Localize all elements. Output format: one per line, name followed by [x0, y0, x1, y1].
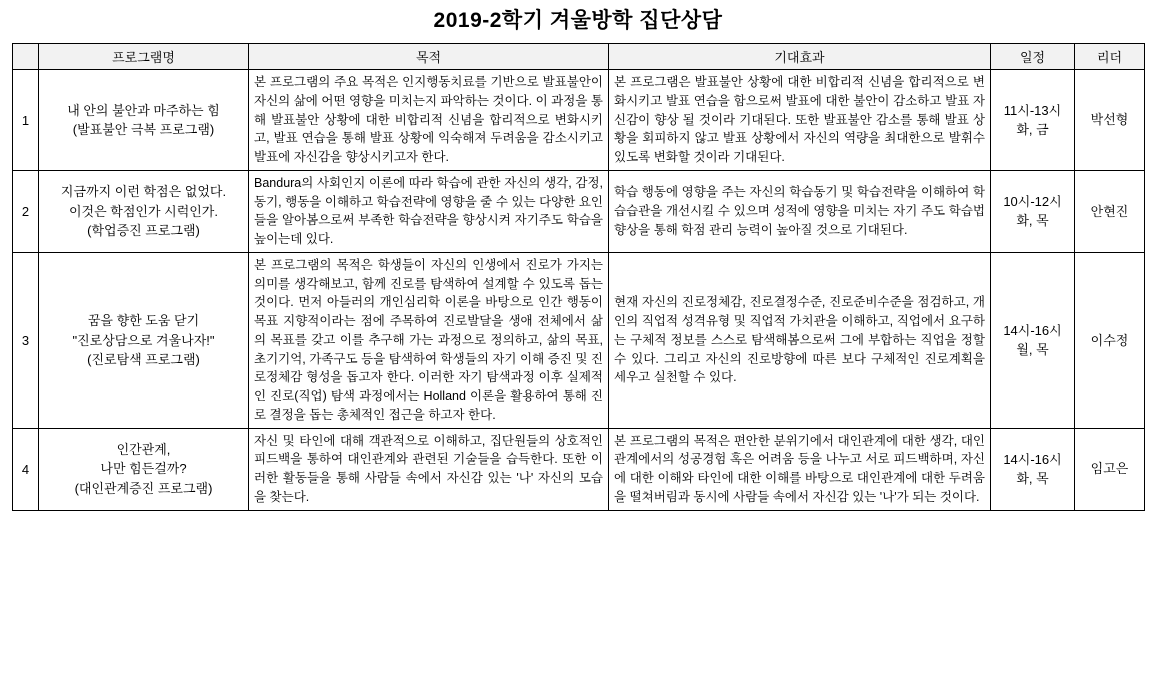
program-name-line: (대인관계증진 프로그램)	[74, 480, 213, 496]
program-leader: 박선형	[1075, 70, 1145, 171]
program-table	[12, 43, 1145, 511]
schedule-line: 14시-16시	[1003, 322, 1062, 338]
row-number: 2	[13, 170, 39, 252]
program-effect: 학습 행동에 영향을 주는 자신의 학습동기 및 학습전략을 이해하여 학습습관을 개선시킬 수 있으며 성적에 영향을 미치는 자기 주도 학습법 향상을 통해 학점 관리 능력이 높아질 것으로 기대된다.	[609, 170, 991, 252]
program-name-line: "진로상담으로 겨울나자!"	[72, 332, 215, 348]
page-title: 2019-2학기 겨울방학 집단상담	[433, 9, 723, 32]
table-header-row	[13, 44, 1145, 70]
table-row	[13, 252, 1145, 428]
program-schedule	[991, 70, 1075, 171]
program-name-line: 지금까지 이런 학점은 없었다.	[60, 184, 227, 200]
program-purpose: 본 프로그램의 목적은 학생들이 자신의 인생에서 진로가 가지는 의미를 생각해보고, 함께 진로를 탐색하여 설계할 수 있도록 돕는 것이다. 먼저 아들러의 개인심리학 이론을 바탕으로 인간 행동이 목표 지향적이라는 점에 주목하여 진로발달을 생애 전체에서 삶의 목표를 갖고 이를 추구해 가는 과정으로 정의하고, 삶의 목표, 초기기억, 가족구도 등을 탐색하여 학생들의 자기 이해 증진 및 진로정체감 형성을 돕고자 한다. 이러한 자기 탐색과정 이후 실제적인 진로(직업) 탐색 과정에서는 Holland 이론을 활용하여 통해 진로 결정을 돕는 총체적인 접근을 하고자 한다.	[249, 252, 609, 428]
program-schedule	[991, 252, 1075, 428]
table-row	[13, 170, 1145, 252]
program-name-line: 내 안의 불안과 마주하는 힘	[67, 102, 220, 118]
schedule-line: 월, 목	[1016, 342, 1049, 358]
program-name-line: 이것은 학점인가 시럭인가.	[69, 203, 218, 219]
program-name	[39, 70, 249, 171]
header-program-name: 프로그램명	[39, 44, 249, 70]
program-name-line: 꿈을 향한 도움 닫기	[87, 313, 200, 329]
program-effect: 본 프로그램은 발표불안 상황에 대한 비합리적 신념을 합리적으로 변화시키고 발표 연습을 함으로써 발표에 대한 불안이 감소하고 발표 자신감이 향상 될 것이라 기대된다. 또한 발표불안 감소를 통해 발표 상황을 회피하지 않고 발표 상황에서 자신의 역량을 최대한으로 발휘수 있도록 변화할 것이라 기대된다.	[609, 70, 991, 171]
header-leader: 리더	[1075, 44, 1145, 70]
program-name-line: 인간관계,	[116, 441, 171, 457]
program-name	[39, 428, 249, 510]
program-name	[39, 252, 249, 428]
schedule-line: 10시-12시	[1003, 193, 1062, 209]
program-leader: 안현진	[1075, 170, 1145, 252]
header-effect: 기대효과	[609, 44, 991, 70]
program-purpose: 본 프로그램의 주요 목적은 인지행동치료를 기반으로 발표불안이 자신의 삶에 어떤 영향을 미치는지 파악하는 것이다. 이 과정을 통해 발표불안 상황에 대한 비합리적 신념을 합리적으로 변화시키고, 발표 연습을 통해 발표 상황에 익숙해져 두려움을 감소시키고 발표에 자신감을 향상시키고자 한다.	[249, 70, 609, 171]
program-name-line: 나만 힘든걸까?	[100, 461, 187, 477]
program-name-line: (진로탐색 프로그램)	[87, 352, 200, 368]
program-leader: 임고은	[1075, 428, 1145, 510]
schedule-line: 화, 금	[1016, 122, 1049, 138]
program-purpose: Bandura의 사회인지 이론에 따라 학습에 관한 자신의 생각, 감정, 동기, 행동을 이해하고 학습전략에 영향을 줄 수 있는 다양한 요인들을 알아봄으로써 부족한 학습전략을 향상시켜 자기주도 학습을 높이는데 있다.	[249, 170, 609, 252]
header-schedule: 일정	[991, 44, 1075, 70]
table-row	[13, 428, 1145, 510]
program-purpose: 자신 및 타인에 대해 객관적으로 이해하고, 집단원들의 상호적인 피드백을 통하여 대인관계와 관련된 기술들을 습득한다. 또한 이러한 활동들을 통해 사람들 속에서 자신감 있는 '나' 자신의 모습을 찾는다.	[249, 428, 609, 510]
program-schedule	[991, 170, 1075, 252]
schedule-line: 화, 목	[1016, 213, 1049, 229]
row-number: 3	[13, 252, 39, 428]
header-purpose: 목적	[249, 44, 609, 70]
program-name-line: (학업증진 프로그램)	[87, 223, 200, 239]
table-row	[13, 70, 1145, 171]
program-effect: 본 프로그램의 목적은 편안한 분위기에서 대인관계에 대한 생각, 대인관계에서의 성공경험 혹은 어려움 등을 나누고 서로 피드백하며, 자신에 대한 이해와 타인에 대한 이해를 바탕으로 대인관계에 대한 두려움을 떨쳐버림과 동시에 사람들 속에서 자신감 있는 '나'가 되는 것이다.	[609, 428, 991, 510]
schedule-line: 11시-13시	[1003, 102, 1062, 118]
schedule-line: 14시-16시	[1003, 451, 1062, 467]
row-number: 4	[13, 428, 39, 510]
schedule-line: 화, 목	[1016, 471, 1049, 487]
row-number: 1	[13, 70, 39, 171]
program-schedule	[991, 428, 1075, 510]
document-page	[0, 8, 1156, 693]
program-effect: 현재 자신의 진로정체감, 진로결정수준, 진로준비수준을 점검하고, 개인의 직업적 성격유형 및 직업적 가치관을 이해하고, 직업에서 요구하는 구체적 정보를 스스로 탐색해봄으로써 그에 부합하는 직업을 정할 수 있다. 그리고 자신의 진로방향에 따른 보다 구체적인 진로계획을 세우고 실천할 수 있다.	[609, 252, 991, 428]
header-no	[13, 44, 39, 70]
program-name	[39, 170, 249, 252]
program-name-line: (발표불안 극복 프로그램)	[72, 122, 215, 138]
program-leader: 이수정	[1075, 252, 1145, 428]
